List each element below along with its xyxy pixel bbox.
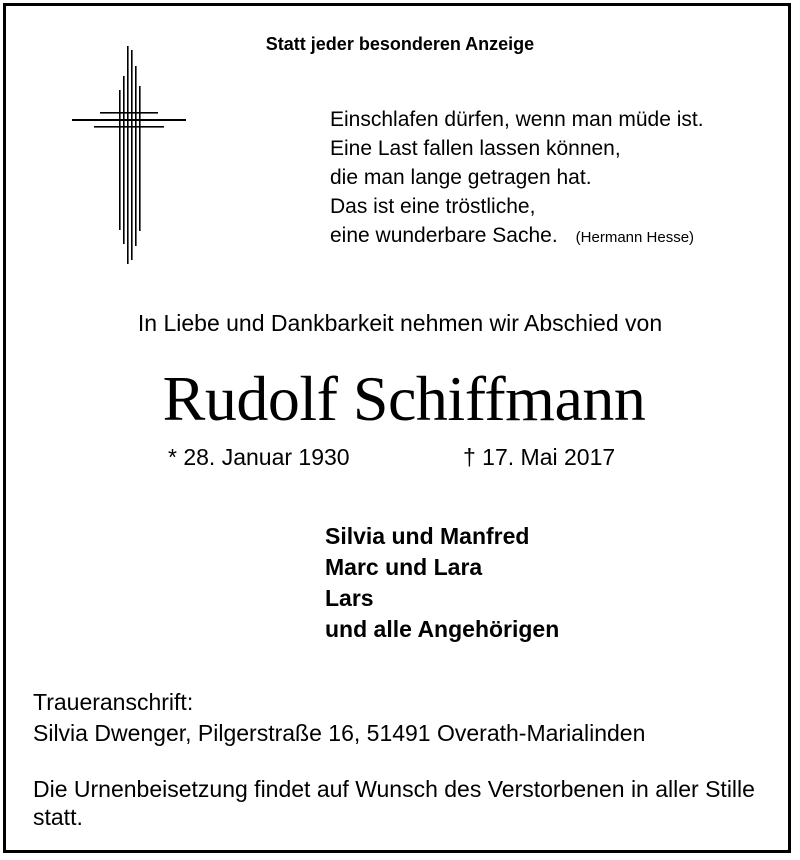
- deceased-name: Rudolf Schiffmann: [162, 363, 646, 434]
- poem-author: (Hermann Hesse): [575, 229, 695, 246]
- family-member: Marc und Lara: [325, 554, 483, 580]
- address-label: Traueranschrift:: [33, 689, 194, 715]
- poem-line: eine wunderbare Sache.: [330, 224, 558, 247]
- header-title: Statt jeder besonderen Anzeige: [265, 34, 535, 54]
- poem-last-line: [330, 221, 704, 252]
- mourning-address: [33, 687, 645, 749]
- burial-notice: Die Urnenbeisetzung findet auf Wunsch des Verstorbenen in aller Stille statt.: [33, 776, 755, 830]
- death-date: † 17. Mai 2017: [463, 444, 616, 470]
- poem: [330, 105, 704, 252]
- cross-icon: [72, 46, 186, 264]
- poem-line: die man lange getragen hat.: [330, 166, 592, 189]
- poem-line: Eine Last fallen lassen können,: [330, 137, 621, 160]
- poem-line: Das ist eine tröstliche,: [330, 195, 536, 218]
- family-list: [325, 521, 559, 645]
- family-member: und alle Angehörigen: [325, 616, 560, 642]
- birth-date: * 28. Januar 1930: [168, 444, 350, 470]
- intro-text: In Liebe und Dankbarkeit nehmen wir Abschied von: [137, 310, 663, 336]
- address-text: Silvia Dwenger, Pilgerstraße 16, 51491 Overath-Marialinden: [33, 720, 646, 746]
- poem-line: Einschlafen dürfen, wenn man müde ist.: [330, 108, 704, 131]
- family-member: Lars: [325, 585, 374, 611]
- family-member: Silvia und Manfred: [325, 523, 530, 549]
